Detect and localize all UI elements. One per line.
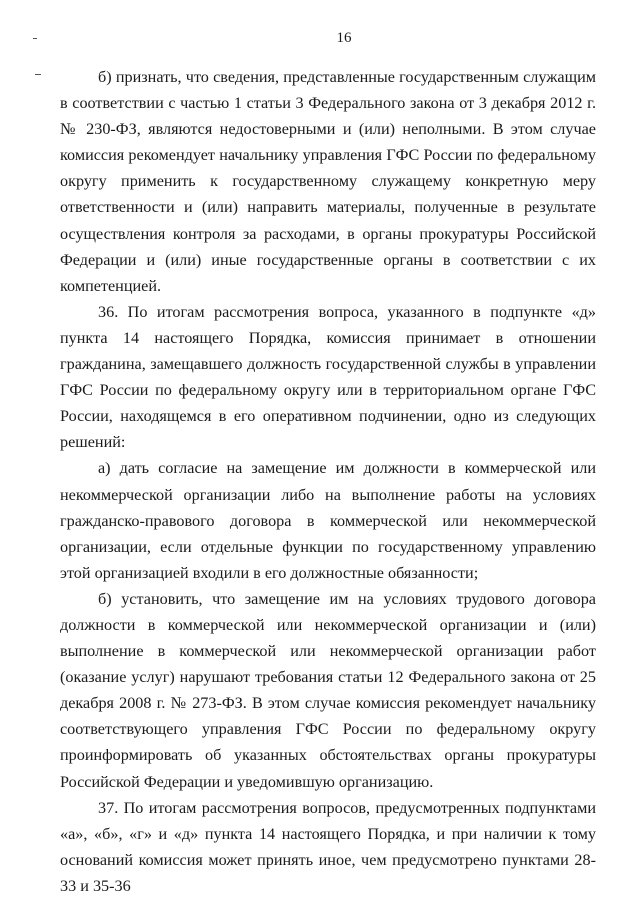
paragraph-36b: б) установить, что замещение им на условиях трудового договора должности в коммерческой или некоммерческой организации и (или) выполнение в коммерческой или некоммерческой организации работ (оказание услуг) нарушают требования статьи 12 Федерального закона от 25 декабря 2008 г. № 273-ФЗ. В этом случае комиссия рекомендует начальнику соответствующего управления ГФС России по федеральному округу проинформировать об указанных обстоятельствах органы прокуратуры Российской Федерации и уведомившую организацию. — [60, 589, 596, 791]
paragraph-36: 36. По итогам рассмотрения вопроса, указанного в подпункте «д» пункта 14 настоящего Порядка, комиссия принимает в отношении гражданина, замещавшего должность государственной службы в управлении ГФС России по федеральному округу или в территориальном органе ГФС России, находящемся в его оперативном подчинении, одно из следующих решений: — [60, 302, 596, 452]
page-number: 16 — [336, 30, 352, 46]
paragraph-36a: а) дать согласие на замещение им должности в коммерческой или некоммерческой организации либо на выполнение работы на условиях гражданско-правового договора в коммерческой или некоммерческой организации, если отдельные функции по государственному управлению этой организацией входили в его должностные обязанности; — [60, 459, 596, 582]
paragraph-37: 37. По итогам рассмотрения вопросов, предусмотренных подпунктами «а», «б», «г» и «д» пункта 14 настоящего Порядка, и при наличии к тому оснований комиссия может принять иное, чем предусмотрено пунктами 28-33 и 35-36 — [60, 798, 596, 895]
scan-artifact-mark — [35, 74, 41, 75]
paragraph-35b: б) признать, что сведения, представленные государственным служащим в соответствии с частью 1 статьи 3 Федерального закона от 3 декабря 2012 г. № 230-ФЗ, являются недостоверными и (или) неполными. В этом случае комиссия рекомендует начальнику управления ГФС России по федеральному округу применить к государственному служащему конкретную меру ответственности и (или) направить материалы, полученные в результате осуществления контроля за расходами, в органы прокуратуры Российской Федерации и (или) иные государственные органы в соответствии с их компетенцией. — [60, 68, 596, 295]
document-body — [60, 64, 596, 899]
